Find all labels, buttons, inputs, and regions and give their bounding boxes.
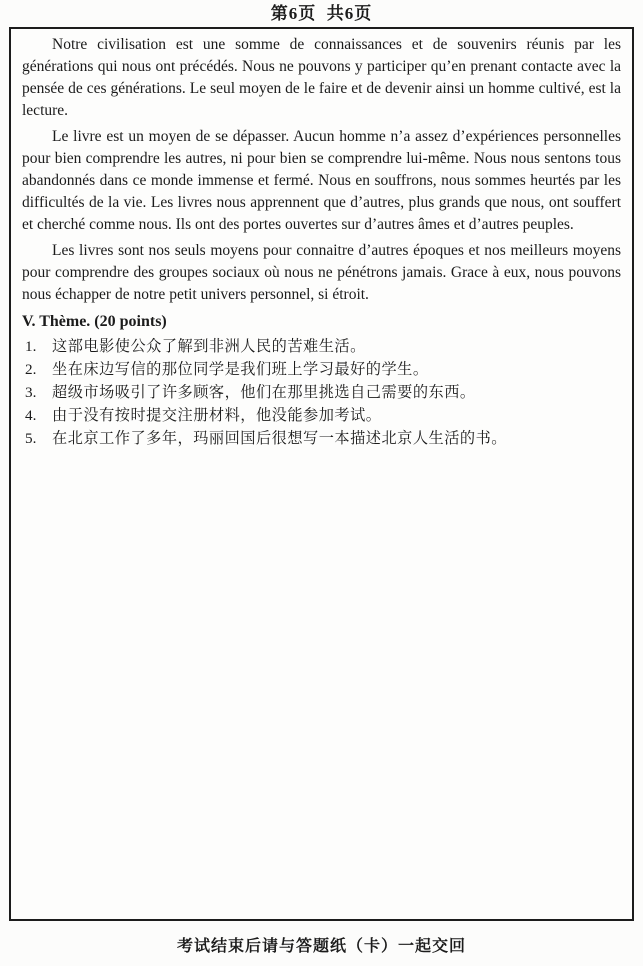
list-item (22, 404, 621, 427)
return-instruction-footer: 考试结束后请与答题纸（卡）一起交回 (176, 938, 466, 955)
item-text: 坐在床边写信的那位同学是我们班上学习最好的学生。 (52, 361, 429, 378)
list-item (22, 335, 621, 358)
item-text: 超级市场吸引了许多顾客，他们在那里挑选自己需要的东西。 (52, 384, 476, 401)
list-item (22, 381, 621, 404)
page-number-header: 第6页 共6页 (270, 4, 373, 23)
item-text: 这部电影使公众了解到非洲人民的苦难生活。 (52, 338, 366, 355)
theme-section-heading: V. Thème. (20 points) (22, 313, 167, 330)
item-number: 4. (25, 407, 37, 424)
item-number: 2. (25, 361, 37, 378)
item-number: 3. (25, 384, 37, 401)
content-border-box (9, 27, 634, 921)
translation-sentence-list (22, 335, 621, 450)
list-item (22, 427, 621, 450)
item-number: 5. (25, 430, 37, 447)
item-text: 由于没有按时提交注册材料，他没能参加考试。 (52, 407, 382, 424)
passage-paragraph-2: Le livre est un moyen de se dépasser. Aucun homme n’a assez d’expériences personnelles pour bien comprendre les autres, ni pour bien se comprendre lui-même. Nous nous sentons tous abandonnés dans ce monde immense et fermé. Nous en souffrons, nous sommes heurtés par les difficultés de la vie. Les livres nous apprennent que d’autres, plus grands que nous, ont souffert et cherché comme nous. Ils ont des portes ouvertes sur d’autres âmes et d’autres peuples. (22, 128, 621, 233)
passage-paragraph-1: Notre civilisation est une somme de connaissances et de souvenirs réunis par les générations qui nous ont précédés. Nous ne pouvons y participer qu’en prenant contacte avec la pensée de ces générations. Le seul moyen de le faire et de devenir ainsi un homme cultivé, est la lecture. (22, 36, 621, 119)
list-item (22, 358, 621, 381)
item-number: 1. (25, 338, 37, 355)
passage-paragraph-3: Les livres sont nos seuls moyens pour connaitre d’autres époques et nos meilleurs moyens pour comprendre des groupes sociaux où nous ne pénétrons jamais. Grace à eux, nous pouvons nous échapper de notre petit univers personnel, si étroit. (22, 242, 621, 303)
item-text: 在北京工作了多年，玛丽回国后很想写一本描述北京人生活的书。 (52, 430, 507, 447)
